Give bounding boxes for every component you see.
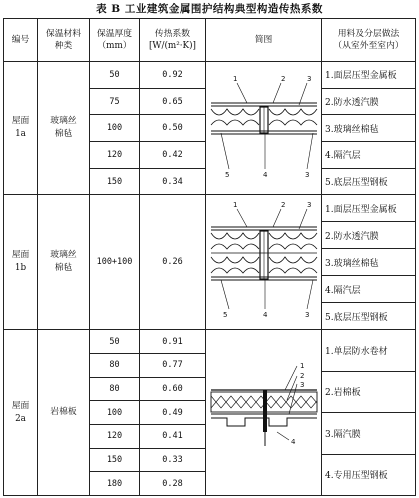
layer-item: 3.隔汽膜 bbox=[322, 413, 415, 454]
heat-transfer-table bbox=[3, 18, 416, 496]
layer-item: 2.防水透汽膜 bbox=[322, 222, 415, 249]
diagram-1a bbox=[206, 62, 322, 195]
layer-item: 3.玻璃丝棉毡 bbox=[322, 115, 415, 142]
row-material-2a: 岩棉板 bbox=[38, 330, 90, 496]
callout-5: 5 bbox=[222, 310, 227, 319]
layers-1b bbox=[322, 195, 416, 330]
thickness-cell: 120 bbox=[90, 424, 140, 448]
row-code-2a: 屋面 2a bbox=[4, 330, 38, 496]
callout-5: 5 bbox=[224, 170, 229, 179]
callout-2: 2 bbox=[280, 200, 285, 209]
layer-item: 1.单层防水卷材 bbox=[322, 330, 415, 371]
callout-4: 4 bbox=[262, 310, 267, 319]
layer-item: 1.面层压型金属板 bbox=[322, 195, 415, 222]
k-value-cell: 0.42 bbox=[140, 142, 206, 169]
row-code-1a: 屋面 1a bbox=[4, 62, 38, 195]
k-value-cell: 0.33 bbox=[140, 448, 206, 472]
callout-3: 3 bbox=[304, 310, 309, 319]
row-material-1a: 玻璃丝 棉毡 bbox=[38, 62, 90, 195]
layers-2a bbox=[322, 330, 416, 496]
k-value-cell: 0.34 bbox=[140, 168, 206, 195]
layer-item: 4.隔汽层 bbox=[322, 276, 415, 303]
thickness-cell: 120 bbox=[90, 142, 140, 169]
k-value-cell: 0.65 bbox=[140, 88, 206, 115]
callout-4: 4 bbox=[262, 170, 267, 179]
callout-2: 2 bbox=[299, 372, 304, 381]
header-layers: 用料及分层做法 （从室外至室内） bbox=[322, 19, 416, 62]
layer-item: 3.玻璃丝棉毡 bbox=[322, 249, 415, 276]
header-code: 编号 bbox=[4, 19, 38, 62]
callout-3: 3 bbox=[299, 381, 304, 390]
thickness-cell: 100 bbox=[90, 401, 140, 425]
layer-item: 5.底层压型钢板 bbox=[325, 312, 388, 323]
callout-3-top: 3 bbox=[306, 74, 311, 83]
roof-2a-section-diagram bbox=[207, 336, 321, 486]
roof-1a-section-diagram bbox=[207, 63, 321, 191]
callout-2: 2 bbox=[280, 74, 285, 83]
row-material-1b: 玻璃丝 棉毡 bbox=[38, 195, 90, 330]
k-value-cell: 0.28 bbox=[140, 472, 206, 496]
header-k: 传热系数 [W/(m²·K)] bbox=[140, 19, 206, 62]
k-value-cell: 0.41 bbox=[140, 424, 206, 448]
k-value-cell: 0.60 bbox=[140, 377, 206, 401]
header-thickness: 保温厚度 （mm） bbox=[90, 19, 140, 62]
callout-3-top: 3 bbox=[306, 200, 311, 209]
header-material: 保温材料 种类 bbox=[38, 19, 90, 62]
roof-1b-section-diagram bbox=[207, 197, 321, 325]
callout-3: 3 bbox=[304, 170, 309, 179]
layer-item: 4.隔汽层 bbox=[322, 142, 415, 169]
layer-item: 2.防水透汽膜 bbox=[322, 89, 415, 116]
header-diagram: 简图 bbox=[206, 19, 322, 62]
row-code-1b: 屋面 1b bbox=[4, 195, 38, 330]
diagram-2a bbox=[206, 330, 322, 496]
layer-item: 4.专用压型钢板 bbox=[325, 471, 388, 482]
thickness-cell: 75 bbox=[90, 88, 140, 115]
thickness-cell: 100 bbox=[90, 115, 140, 142]
callout-1: 1 bbox=[299, 362, 304, 371]
k-value-cell: 0.49 bbox=[140, 401, 206, 425]
thickness-cell: 50 bbox=[90, 62, 140, 89]
layers-1a bbox=[322, 62, 416, 195]
thickness-cell: 80 bbox=[90, 377, 140, 401]
layer-item: 1.面层压型金属板 bbox=[322, 62, 415, 89]
thickness-cell: 50 bbox=[90, 330, 140, 354]
k-value-cell: 0.77 bbox=[140, 353, 206, 377]
k-value-cell: 0.92 bbox=[140, 62, 206, 89]
k-value-cell: 0.26 bbox=[140, 195, 206, 330]
table-title: 表 B 工业建筑金属围护结构典型构造传热系数 bbox=[96, 3, 323, 15]
callout-4: 4 bbox=[290, 438, 295, 447]
callout-1: 1 bbox=[232, 74, 237, 83]
k-value-cell: 0.91 bbox=[140, 330, 206, 354]
thickness-cell: 80 bbox=[90, 353, 140, 377]
k-value-cell: 0.50 bbox=[140, 115, 206, 142]
layer-item: 5.底层压型钢板 bbox=[325, 178, 388, 189]
layer-item: 2.岩棉板 bbox=[322, 372, 415, 413]
thickness-cell: 150 bbox=[90, 168, 140, 195]
callout-1: 1 bbox=[232, 200, 237, 209]
thickness-cell: 100+100 bbox=[90, 195, 140, 330]
thickness-cell: 180 bbox=[90, 472, 140, 496]
diagram-1b bbox=[206, 195, 322, 330]
thickness-cell: 150 bbox=[90, 448, 140, 472]
